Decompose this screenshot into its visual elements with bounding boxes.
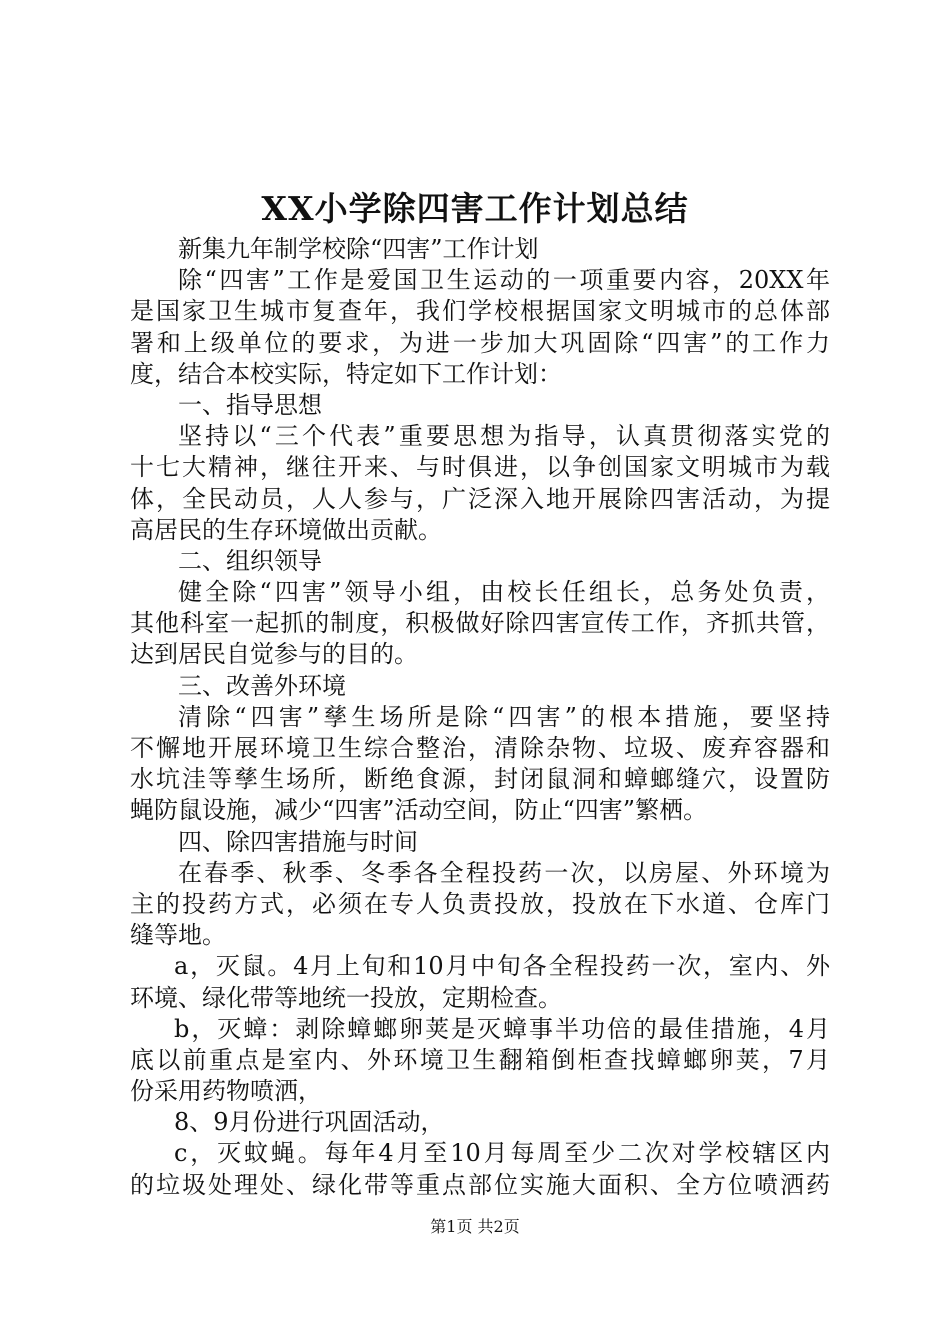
text-line: 是国家卫生城市复查年，我们学校根据国家文明城市的总体部 bbox=[130, 297, 830, 326]
document-body bbox=[130, 234, 830, 1201]
text-line: 在春季、秋季、冬季各全程投药一次，以房屋、外环境为 bbox=[178, 858, 830, 887]
section-heading: 三、改善外环境 bbox=[178, 671, 346, 700]
text-line: a，灭鼠。4月上旬和10月中旬各全程投药一次，室内、外 bbox=[174, 952, 830, 981]
text-line: 主的投药方式，必须在专人负责投放，投放在下水道、仓库门 bbox=[130, 889, 830, 918]
text-line: 水坑洼等孳生场所，断绝食源，封闭鼠洞和蟑螂缝穴，设置防 bbox=[130, 765, 830, 794]
text-line: 清除“四害”孳生场所是除“四害”的根本措施，要坚持 bbox=[178, 702, 830, 731]
text-line: 环境、绿化带等地统一投放，定期检查。 bbox=[130, 983, 562, 1012]
text-line: 体，全民动员，人人参与，广泛深入地开展除四害活动，为提 bbox=[130, 484, 830, 513]
text-line: 署和上级单位的要求，为进一步加大巩固除“四害”的工作力 bbox=[130, 328, 830, 357]
text-line: 达到居民自觉参与的目的。 bbox=[130, 640, 418, 669]
document-title: XX小学除四害工作计划总结 bbox=[261, 189, 689, 228]
text-line: 蝇防鼠设施，减少“四害”活动空间，防止“四害”繁栖。 bbox=[130, 796, 708, 825]
text-line: c，灭蚊蝇。每年4月至10月每周至少二次对学校辖区内 bbox=[174, 1139, 830, 1168]
text-line: 其他科室一起抓的制度，积极做好除四害宣传工作，齐抓共管， bbox=[130, 609, 830, 638]
text-line: b，灭蟑：剥除蟑螂卵荚是灭蟑事半功倍的最佳措施，4月 bbox=[174, 1014, 830, 1043]
text-line: 度，结合本校实际，特定如下工作计划： bbox=[130, 359, 562, 388]
text-line: 十七大精神，继往开来、与时俱进，以争创国家文明城市为载 bbox=[130, 453, 830, 482]
section-heading: 四、除四害措施与时间 bbox=[178, 827, 418, 856]
text-line: 新集九年制学校除“四害”工作计划 bbox=[178, 235, 539, 263]
text-line: 高居民的生存环境做出贡献。 bbox=[130, 515, 442, 544]
text-line: 的垃圾处理处、绿化带等重点部位实施大面积、全方位喷洒药 bbox=[130, 1170, 830, 1199]
page-number: 第1页 共2页 bbox=[430, 1217, 520, 1236]
text-line: 不懈地开展环境卫生综合整治，清除杂物、垃圾、废弃容器和 bbox=[130, 734, 830, 762]
section-heading: 一、指导思想 bbox=[178, 390, 322, 419]
text-line: 除“四害”工作是爱国卫生运动的一项重要内容，20XX年 bbox=[178, 266, 830, 295]
text-line: 底以前重点是室内、外环境卫生翻箱倒柜查找蟑螂卵荚，7月 bbox=[130, 1045, 830, 1074]
text-line: 坚持以“三个代表”重要思想为指导，认真贯彻落实党的 bbox=[178, 422, 830, 451]
text-line: 份采用药物喷洒， bbox=[130, 1077, 322, 1106]
text-line: 健全除“四害”领导小组，由校长任组长，总务处负责， bbox=[178, 578, 830, 607]
text-line: 8、9月份进行巩固活动， bbox=[174, 1108, 445, 1137]
text-line: 缝等地。 bbox=[130, 921, 226, 950]
section-heading: 二、组织领导 bbox=[178, 546, 322, 575]
